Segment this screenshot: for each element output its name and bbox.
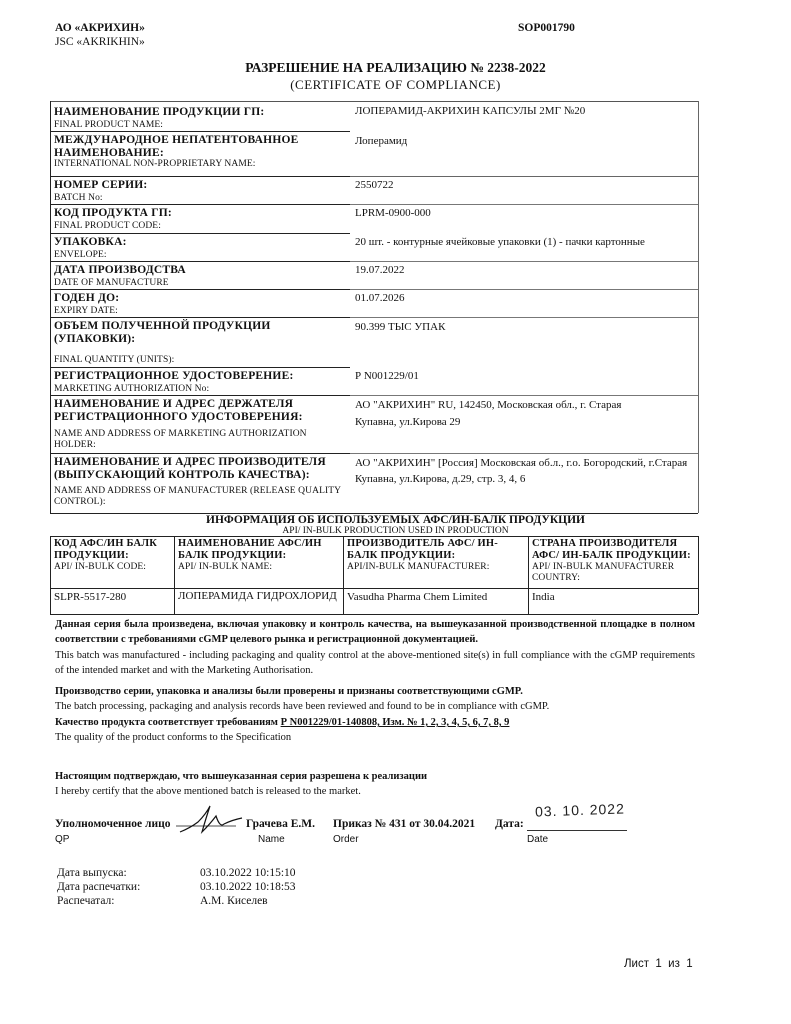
date-label: Дата: [495, 818, 524, 830]
qp-label: Уполномоченное лицо [55, 818, 171, 830]
statement-1-ru: Данная серия была произведена, включая упаковку и контроль качества, на вышеуказанной производственной площадке в полном соответствии с требованиями cGMP целевого рынка и регистрационной документацией. [55, 619, 695, 645]
label-marketing-authorization-en: MARKETING AUTHORIZATION No: [54, 384, 210, 394]
order-label-en: Order [333, 834, 359, 845]
printed-by-label: Распечатал: [57, 895, 115, 907]
label-product-code-en: FINAL PRODUCT CODE: [54, 221, 161, 231]
print-date-value: 03.10.2022 10:18:53 [200, 881, 296, 893]
value-manufacturer: АО "АКРИХИН" [Россия] Московская об.л., г.о. Богородский, г.Старая Купавна, ул.Кирова, д.29, стр. 3, 4, 6 [355, 457, 688, 485]
statement-2-en: The batch processing, packaging and analysis records have been reviewed and found to be in compliance with cGMP. [55, 701, 550, 712]
label-product-code: КОД ПРОДУКТА ГП: [54, 207, 172, 219]
label-manufacturer: НАИМЕНОВАНИЕ И АДРЕС ПРОИЗВОДИТЕЛЯ (ВЫПУСКАЮЩИЙ КОНТРОЛЬ КАЧЕСТВА): [54, 456, 326, 481]
value-expiry-date: 01.07.2026 [355, 292, 405, 304]
certify-ru: Настоящим подтверждаю, что вышеуказанная серия разрешена к реализации [55, 771, 428, 782]
value-envelope: 20 шт. - контурные ячейковые упаковки (1) - пачки картонные [355, 236, 645, 248]
value-inn: Лоперамид [355, 135, 408, 147]
certify-en: I hereby certify that the above mentioned batch is released to the market. [55, 786, 361, 797]
page-number: Лист 1 из 1 [624, 958, 693, 970]
page-subtitle: (CERTIFICATE OF COMPLIANCE) [290, 77, 501, 92]
label-inn: МЕЖДУНАРОДНОЕ НЕПАТЕНТОВАННОЕ НАИМЕНОВАНИЕ: [54, 134, 299, 159]
label-batch-number: НОМЕР СЕРИИ: [54, 179, 148, 191]
api-header-name: НАИМЕНОВАНИЕ АФС/ИН БАЛК ПРОДУКЦИИ: API/ IN-BULK NAME: [178, 538, 322, 572]
label-expiry-date-en: EXPIRY DATE: [54, 306, 118, 316]
api-header-code: КОД АФС/ИН БАЛК ПРОДУКЦИИ: API/ IN-BULK CODE: [54, 538, 158, 572]
api-header-country: СТРАНА ПРОИЗВОДИТЕЛЯ АФС/ ИН-БАЛК ПРОДУКЦИИ: API/ IN-BULK MANUFACTURER COUNTRY: [532, 538, 691, 583]
company-name-ru: АО «АКРИХИН» [55, 22, 145, 34]
label-ma-holder: НАИМЕНОВАНИЕ И АДРЕС ДЕРЖАТЕЛЯ РЕГИСТРАЦИОННОГО УДОСТОВЕРЕНИЯ: [54, 398, 303, 423]
value-manufacture-date: 19.07.2022 [355, 264, 405, 276]
api-cell-manufacturer: Vasudha Pharma Chem Limited [347, 591, 488, 603]
api-cell-name: ЛОПЕРАМИДА ГИДРОХЛОРИД [178, 590, 337, 602]
company-name-en: JSC «AKRIKHIN» [55, 36, 145, 48]
value-product-name: ЛОПЕРАМИД-АКРИХИН КАПСУЛЫ 2МГ №20 [355, 105, 586, 117]
qp-label-en: QP [55, 834, 70, 845]
statement-3-ru [55, 715, 509, 730]
printed-by-value: А.М. Киселев [200, 895, 268, 907]
label-envelope: УПАКОВКА: [54, 236, 127, 248]
statement-3-prefix: Качество продукта соответствует требованиям [55, 717, 278, 728]
specification-reference: Р N001229/01-140808, Изм. № 1, 2, 3, 4, 5, 6, 7, 8, 9 [280, 717, 510, 728]
label-manufacturer-en: NAME AND ADDRESS OF MANUFACTURER (RELEASE QUALITY CONTROL): [54, 486, 341, 507]
api-section-title: ИНФОРМАЦИЯ ОБ ИСПОЛЬЗУЕМЫХ АФС/ИН-БАЛК ПРОДУКЦИИ [206, 514, 585, 526]
label-quantity-en: FINAL QUANTITY (UNITS): [54, 355, 175, 365]
api-cell-code: SLPR-5517-280 [54, 591, 127, 603]
value-quantity: 90.399 ТЫС УПАК [355, 321, 446, 333]
statement-2-ru: Производство серии, упаковка и анализы были проверены и признаны соответствующими cGMP. [55, 686, 523, 697]
label-ma-holder-en: NAME AND ADDRESS OF MARKETING AUTHORIZATION HOLDER: [54, 429, 307, 450]
value-marketing-authorization: Р N001229/01 [355, 370, 419, 382]
statement-3-en: The quality of the product conforms to the Specification [55, 732, 292, 743]
signature-scribble [176, 802, 246, 840]
statement-1-en: This batch was manufactured - including packaging and quality control at the above-mentioned site(s) in full compliance with the cGMP requirements of the intended market and with the Marketing Authorisation. [55, 650, 695, 676]
order-text [333, 818, 475, 831]
label-product-name: НАИМЕНОВАНИЕ ПРОДУКЦИИ ГП: [54, 106, 265, 118]
handwritten-date: 03. 10. 2022 [534, 800, 626, 820]
label-quantity: ОБЪЕМ ПОЛУЧЕННОЙ ПРОДУКЦИИ (УПАКОВКИ): [54, 320, 271, 345]
qp-name: Грачева Е.М. [246, 818, 315, 830]
value-batch-number: 2550722 [355, 179, 394, 191]
api-cell-country: India [532, 591, 555, 603]
print-date-label: Дата распечатки: [57, 881, 141, 893]
label-manufacture-date-en: DATE OF MANUFACTURE [54, 278, 169, 288]
issue-date-label: Дата выпуска: [57, 867, 127, 879]
label-inn-en: INTERNATIONAL NON-PROPRIETARY NAME: [54, 159, 256, 169]
page-title: РАЗРЕШЕНИЕ НА РЕАЛИЗАЦИЮ № 2238-2022 [245, 60, 546, 75]
label-envelope-en: ENVELOPE: [54, 250, 107, 260]
value-ma-holder: АО "АКРИХИН" RU, 142450, Московская обл., г. Старая Купавна, ул.Кирова 29 [355, 399, 622, 428]
label-manufacture-date: ДАТА ПРОИЗВОДСТВА [54, 264, 186, 276]
value-product-code: LPRM-0900-000 [355, 207, 431, 219]
name-label-en: Name [258, 834, 285, 845]
api-header-manufacturer: ПРОИЗВОДИТЕЛЬ АФС/ ИН-БАЛК ПРОДУКЦИИ: API/IN-BULK MANUFACTURER: [347, 538, 498, 572]
label-batch-number-en: BATCH No: [54, 193, 103, 203]
label-expiry-date: ГОДЕН ДО: [54, 292, 120, 304]
date-label-en: Date [527, 834, 549, 845]
document-code: SOP001790 [518, 22, 575, 34]
issue-date-value: 03.10.2022 10:15:10 [200, 867, 296, 879]
label-marketing-authorization: РЕГИСТРАЦИОННОЕ УДОСТОВЕРЕНИЕ: [54, 370, 294, 382]
label-product-name-en: FINAL PRODUCT NAME: [54, 120, 164, 130]
order-ru: Приказ № 431 от 30.04.2021 [333, 818, 476, 830]
api-section-subtitle: API/ IN-BULK PRODUCTION USED IN PRODUCTION [282, 526, 509, 536]
